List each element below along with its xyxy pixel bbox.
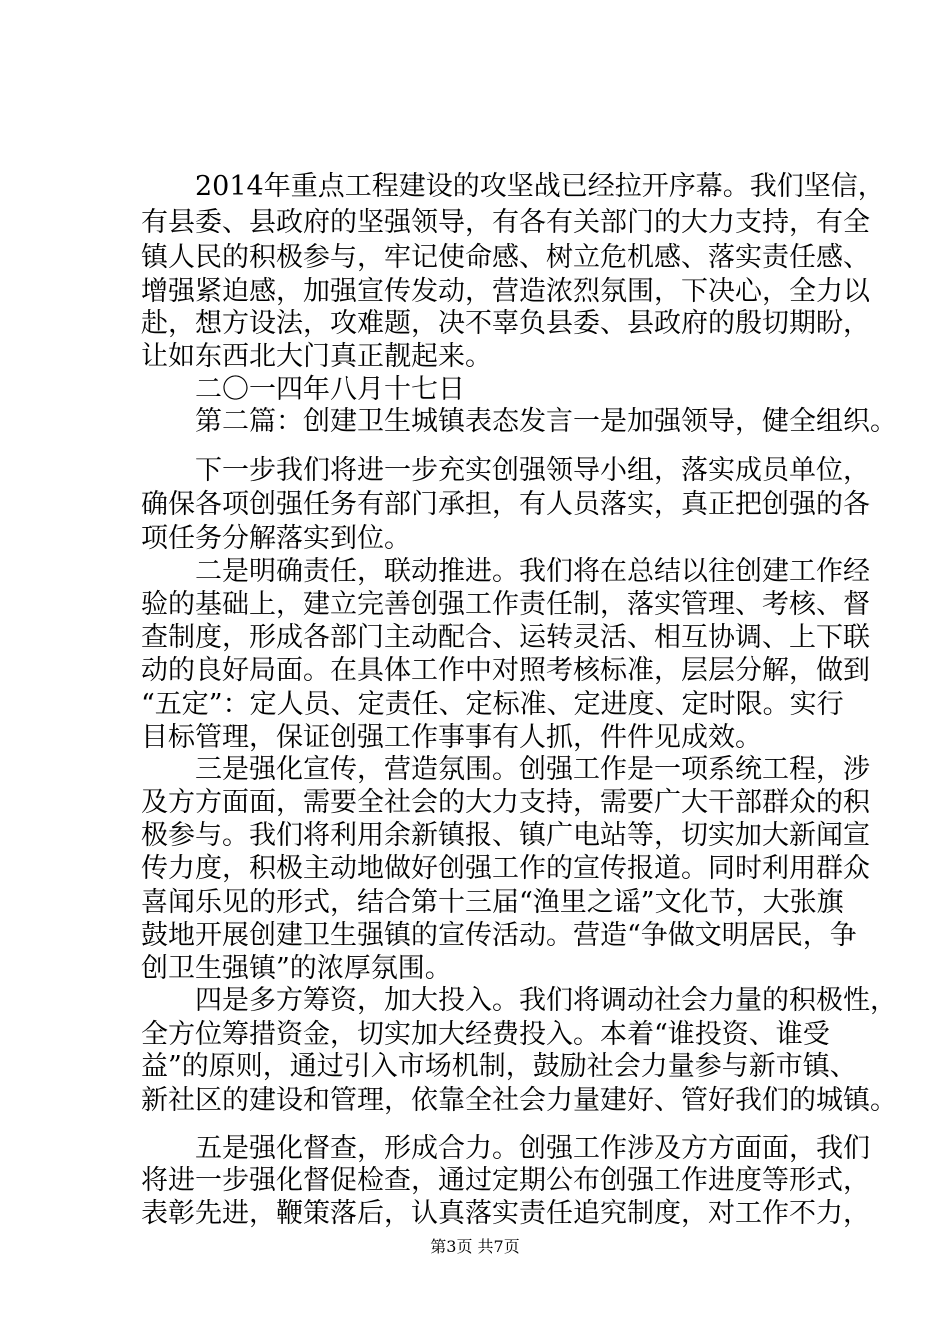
text-line: 有县委、县政府的坚强领导，有各有关部门的大力支持，有全	[141, 207, 870, 238]
text-line: 2014年重点工程建设的攻坚战已经拉开序幕。我们坚信，	[141, 171, 885, 202]
text-line: 下一步我们将进一步充实创强领导小组，落实成员单位，	[141, 455, 870, 486]
text-line: 传力度，积极主动地做好创强工作的宣传报道。同时利用群众	[141, 853, 870, 884]
text-line: 新社区的建设和管理，依靠全社会力量建好、管好我们的城镇。	[141, 1085, 897, 1116]
text-line: 赴，想方设法，攻难题，决不辜负县委、县政府的殷切期盼，	[141, 308, 870, 339]
text-line: 增强紧迫感，加强宣传发动，营造浓烈氛围，下决心，全力以	[141, 276, 870, 307]
text-line: 及方方面面，需要全社会的大力支持，需要广大干部群众的积	[141, 787, 870, 818]
text-line: 二是明确责任，联动推进。我们将在总结以往创建工作经	[141, 556, 870, 587]
text-line: 喜闻乐见的形式，结合第十三届“渔里之谣”文化节，大张旗	[141, 887, 844, 918]
text-line: 创卫生强镇”的浓厚氛围。	[141, 953, 452, 984]
text-line: “五定”：定人员、定责任、定标准、定进度、定时限。实行	[141, 689, 844, 720]
text-line: 益”的原则，通过引入市场机制，鼓励社会力量参与新市镇、	[141, 1051, 857, 1082]
text-line: 确保各项创强任务有部门承担，有人员落实，真正把创强的各	[141, 489, 870, 520]
text-line: 项任务分解落实到位。	[141, 523, 411, 554]
page-footer: 第3页 共7页	[430, 1237, 520, 1256]
text-line: 镇人民的积极参与，牢记使命感、树立危机感、落实责任感、	[141, 242, 870, 273]
text-line: 让如东西北大门真正靓起来。	[141, 341, 492, 372]
text-line: 鼓地开展创建卫生强镇的宣传活动。营造“争做文明居民，争	[141, 920, 857, 951]
text-line: 动的良好局面。在具体工作中对照考核标准，层层分解，做到	[141, 655, 870, 686]
text-line: 全方位筹措资金，切实加大经费投入。本着“谁投资、谁受	[141, 1019, 830, 1050]
text-line: 三是强化宣传，营造氛围。创强工作是一项系统工程，涉	[141, 754, 870, 785]
text-line: 第二篇：创建卫生城镇表态发言一是加强领导，健全组织。	[141, 406, 897, 437]
text-line: 五是强化督查，形成合力。创强工作涉及方方面面，我们	[141, 1133, 870, 1164]
text-line: 极参与。我们将利用余新镇报、镇广电站等，切实加大新闻宣	[141, 820, 870, 851]
text-line: 查制度，形成各部门主动配合、运转灵活、相互协调、上下联	[141, 622, 870, 653]
text-line: 将进一步强化督促检查，通过定期公布创强工作进度等形式，	[141, 1165, 870, 1196]
text-line: 目标管理，保证创强工作事事有人抓，件件见成效。	[141, 722, 762, 753]
text-line: 二〇一四年八月十七日	[141, 374, 465, 405]
text-line: 验的基础上，建立完善创强工作责任制，落实管理、考核、督	[141, 589, 870, 620]
text-line: 表彰先进，鞭策落后，认真落实责任追究制度，对工作不力，	[141, 1198, 870, 1229]
text-line: 四是多方筹资，加大投入。我们将调动社会力量的积极性，	[141, 985, 897, 1016]
